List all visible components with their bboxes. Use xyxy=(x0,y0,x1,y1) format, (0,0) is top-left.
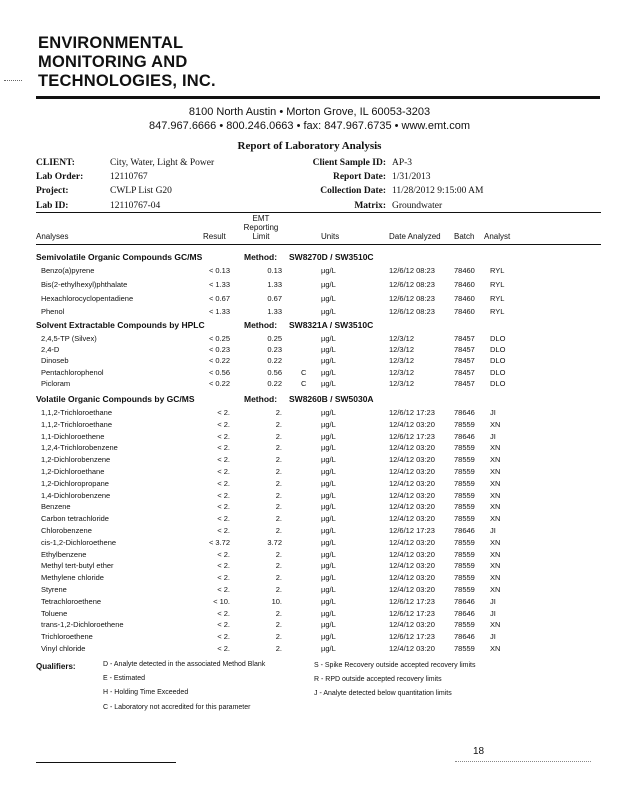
cell-batch: 78457 xyxy=(454,367,475,377)
cell-result: < 2. xyxy=(217,585,230,594)
cell-analyte: Picloram xyxy=(41,378,71,388)
cell-analyst: XN xyxy=(490,561,501,571)
cell-date-analyzed: 12/4/12 03:20 xyxy=(389,514,435,524)
cell-batch: 78457 xyxy=(454,334,475,343)
cell-batch: 78460 xyxy=(454,293,475,303)
cell-result: < 2. xyxy=(217,526,230,535)
cell-analyte: Styrene xyxy=(41,585,67,594)
group-method: SW8270D / SW3510C xyxy=(289,252,374,262)
client-sample-id-value: AP-3 xyxy=(392,158,413,168)
cell-date-analyzed: 12/3/12 xyxy=(389,367,415,377)
cell-date-analyzed: 12/6/12 17:23 xyxy=(389,632,435,642)
cell-batch: 78559 xyxy=(454,620,475,630)
cell-analyte: Dinoseb xyxy=(41,356,69,366)
cell-qualifier: C xyxy=(301,367,307,377)
cell-result: < 0.22 xyxy=(208,356,230,366)
cell-result: < 2. xyxy=(217,632,230,642)
group-title: Solvent Extractable Compounds by HPLC xyxy=(36,320,205,330)
project-value: CWLP List G20 xyxy=(110,186,172,196)
cell-units: µg/L xyxy=(321,419,336,429)
cell-date-analyzed: 12/4/12 03:20 xyxy=(389,478,435,488)
cell-units: µg/L xyxy=(321,356,336,366)
cell-analyst: XN xyxy=(490,455,501,465)
cell-units: µg/L xyxy=(321,620,336,630)
cell-result: < 2. xyxy=(217,514,230,524)
cell-units: µg/L xyxy=(321,455,336,465)
cell-date-analyzed: 12/4/12 03:20 xyxy=(389,467,435,476)
cell-analyte: 1,1,2-Trichloroethane xyxy=(41,419,113,429)
cell-units: µg/L xyxy=(321,431,336,441)
company-name-line-1: ENVIRONMENTAL xyxy=(38,34,184,52)
cell-result: < 2. xyxy=(217,644,230,653)
cell-limit: 0.13 xyxy=(267,266,282,275)
collection-date-value: 11/28/2012 9:15:00 AM xyxy=(392,186,484,196)
client-value: City, Water, Light & Power xyxy=(110,158,215,168)
cell-analyst: RYL xyxy=(490,279,505,289)
col-units: Units xyxy=(321,232,340,241)
cell-analyst: XN xyxy=(490,443,501,453)
cell-date-analyzed: 12/3/12 xyxy=(389,378,415,388)
cell-limit: 2. xyxy=(275,632,282,642)
project-label: Project: xyxy=(36,186,69,196)
cell-date-analyzed: 12/6/12 17:23 xyxy=(389,596,435,606)
cell-analyte: Hexachlorocyclopentadiene xyxy=(41,293,134,303)
company-name xyxy=(38,34,216,91)
matrix-label: Matrix: xyxy=(354,201,386,211)
cell-date-analyzed: 12/6/12 08:23 xyxy=(389,266,435,275)
cell-limit: 2. xyxy=(275,478,282,488)
lab-order-label: Lab Order: xyxy=(36,172,84,182)
cell-result: < 0.25 xyxy=(208,334,230,343)
cell-analyst: XN xyxy=(490,537,501,547)
cell-analyst: DLO xyxy=(490,334,506,343)
cell-date-analyzed: 12/4/12 03:20 xyxy=(389,502,435,512)
cell-limit: 2. xyxy=(275,585,282,594)
cell-units: µg/L xyxy=(321,549,336,559)
cell-units: µg/L xyxy=(321,378,336,388)
cell-batch: 78457 xyxy=(454,345,475,355)
cell-result: < 0.23 xyxy=(208,345,230,355)
cell-units: µg/L xyxy=(321,293,336,303)
collection-date-label: Collection Date: xyxy=(320,186,386,196)
cell-limit: 2. xyxy=(275,549,282,559)
cell-analyst: RYL xyxy=(490,307,505,317)
header-divider xyxy=(36,212,601,213)
cell-analyst: DLO xyxy=(490,378,506,388)
cell-analyte: 1,2-Dichlorobenzene xyxy=(41,455,111,465)
qualifier-r: R - RPD outside accepted recovery limits xyxy=(314,676,442,683)
company-name-line-2: MONITORING AND xyxy=(38,53,188,71)
col-date-analyzed: Date Analyzed xyxy=(389,232,441,241)
cell-limit: 2. xyxy=(275,419,282,429)
cell-result: < 2. xyxy=(217,455,230,465)
cell-result: < 0.67 xyxy=(208,293,230,303)
cell-analyte: Trichloroethene xyxy=(41,632,93,642)
cell-limit: 2. xyxy=(275,455,282,465)
cell-date-analyzed: 12/3/12 xyxy=(389,334,415,343)
cell-batch: 78559 xyxy=(454,644,475,653)
cell-units: µg/L xyxy=(321,408,336,417)
cell-batch: 78559 xyxy=(454,537,475,547)
cell-analyst: JI xyxy=(490,632,496,642)
cell-analyst: RYL xyxy=(490,293,505,303)
cell-date-analyzed: 12/4/12 03:20 xyxy=(389,455,435,465)
cell-limit: 0.67 xyxy=(267,293,282,303)
cell-date-analyzed: 12/3/12 xyxy=(389,345,415,355)
cell-units: µg/L xyxy=(321,502,336,512)
company-name-line-3: TECHNOLOGIES, INC. xyxy=(38,72,216,90)
cell-analyst: XN xyxy=(490,620,501,630)
cell-result: < 2. xyxy=(217,478,230,488)
lab-order-value: 12110767 xyxy=(110,172,148,182)
cell-analyst: JI xyxy=(490,431,496,441)
footer-rule xyxy=(36,762,176,763)
cell-units: µg/L xyxy=(321,367,336,377)
cell-analyst: RYL xyxy=(490,266,505,275)
group-title: Semivolatile Organic Compounds GC/MS xyxy=(36,252,203,262)
cell-result: < 10. xyxy=(213,596,230,606)
group-method: SW8260B / SW5030A xyxy=(289,394,374,404)
cell-units: µg/L xyxy=(321,307,336,317)
cell-units: µg/L xyxy=(321,490,336,500)
cell-units: µg/L xyxy=(321,585,336,594)
cell-batch: 78559 xyxy=(454,455,475,465)
cell-limit: 2. xyxy=(275,561,282,571)
cell-batch: 78460 xyxy=(454,279,475,289)
cell-analyte: Methyl tert-butyl ether xyxy=(41,561,114,571)
cell-result: < 1.33 xyxy=(208,279,230,289)
cell-units: µg/L xyxy=(321,596,336,606)
cell-limit: 0.25 xyxy=(267,334,282,343)
cell-analyte: Ethylbenzene xyxy=(41,549,87,559)
cell-units: µg/L xyxy=(321,561,336,571)
cell-analyte: Pentachlorophenol xyxy=(41,367,104,377)
col-result: Result xyxy=(203,232,226,241)
cell-date-analyzed: 12/4/12 03:20 xyxy=(389,644,435,653)
cell-units: µg/L xyxy=(321,632,336,642)
cell-units: µg/L xyxy=(321,573,336,583)
cell-units: µg/L xyxy=(321,443,336,453)
cell-result: < 3.72 xyxy=(208,537,230,547)
qualifier-j: J - Analyte detected below quantitation limits xyxy=(314,690,452,697)
col-reporting: Reporting xyxy=(243,223,279,232)
cell-batch: 78646 xyxy=(454,526,475,535)
cell-analyte: 1,1-Dichloroethene xyxy=(41,431,105,441)
cell-result: < 2. xyxy=(217,490,230,500)
cell-date-analyzed: 12/4/12 03:20 xyxy=(389,573,435,583)
cell-analyte: cis-1,2-Dichloroethene xyxy=(41,537,117,547)
group-title: Volatile Organic Compounds by GC/MS xyxy=(36,394,195,404)
cell-analyte: Phenol xyxy=(41,307,65,317)
cell-analyte: Vinyl chloride xyxy=(41,644,86,653)
cell-analyst: JI xyxy=(490,408,496,417)
group-method: SW8321A / SW3510C xyxy=(289,320,374,330)
cell-limit: 0.56 xyxy=(267,367,282,377)
cell-analyst: JI xyxy=(490,596,496,606)
report-title: Report of Laboratory Analysis xyxy=(237,140,382,152)
cell-analyst: XN xyxy=(490,514,501,524)
cell-analyst: XN xyxy=(490,585,501,594)
col-batch: Batch xyxy=(454,232,475,241)
cell-analyte: 2,4,5-TP (Silvex) xyxy=(41,334,97,343)
cell-analyte: Chlorobenzene xyxy=(41,526,92,535)
footer-dots xyxy=(455,761,591,763)
cell-result: < 2. xyxy=(217,443,230,453)
cell-result: < 2. xyxy=(217,408,230,417)
cell-date-analyzed: 12/6/12 17:23 xyxy=(389,431,435,441)
cell-units: µg/L xyxy=(321,537,336,547)
cell-batch: 78559 xyxy=(454,443,475,453)
cell-result: < 2. xyxy=(217,620,230,630)
cell-date-analyzed: 12/4/12 03:20 xyxy=(389,419,435,429)
cell-batch: 78559 xyxy=(454,419,475,429)
cell-date-analyzed: 12/4/12 03:20 xyxy=(389,561,435,571)
cell-units: µg/L xyxy=(321,334,336,343)
cell-qualifier: C xyxy=(301,378,307,388)
cell-result: < 2. xyxy=(217,419,230,429)
cell-limit: 2. xyxy=(275,502,282,512)
qualifier-c: C - Laboratory not accredited for this parameter xyxy=(103,704,251,711)
lab-id-label: Lab ID: xyxy=(36,201,69,211)
cell-analyst: DLO xyxy=(490,367,506,377)
cell-limit: 2. xyxy=(275,514,282,524)
qualifier-h: H - Holding Time Exceeded xyxy=(103,689,189,696)
cell-result: < 1.33 xyxy=(208,307,230,317)
col-analyses: Analyses xyxy=(36,232,69,241)
cell-date-analyzed: 12/6/12 08:23 xyxy=(389,293,435,303)
cell-limit: 2. xyxy=(275,490,282,500)
cell-batch: 78460 xyxy=(454,266,475,275)
lab-id-value: 12110767-04 xyxy=(110,201,161,211)
cell-result: < 0.56 xyxy=(208,367,230,377)
group-method-label: Method: xyxy=(244,394,278,404)
cell-analyte: Bis(2-ethylhexyl)phthalate xyxy=(41,279,128,289)
cell-batch: 78646 xyxy=(454,408,475,417)
cell-analyst: JI xyxy=(490,608,496,618)
cell-date-analyzed: 12/4/12 03:20 xyxy=(389,490,435,500)
cell-result: < 2. xyxy=(217,431,230,441)
scan-mark xyxy=(4,80,22,82)
cell-analyte: 1,1,2-Trichloroethane xyxy=(41,408,113,417)
cell-analyte: Benzene xyxy=(41,502,71,512)
cell-limit: 0.22 xyxy=(267,356,282,366)
cell-date-analyzed: 12/6/12 08:23 xyxy=(389,279,435,289)
cell-limit: 2. xyxy=(275,408,282,417)
cell-units: µg/L xyxy=(321,644,336,653)
page-number: 18 xyxy=(473,746,485,757)
report-date-label: Report Date: xyxy=(332,172,386,182)
qualifier-d: D - Analyte detected in the associated Method Blank xyxy=(103,661,266,668)
cell-batch: 78646 xyxy=(454,632,475,642)
cell-date-analyzed: 12/3/12 xyxy=(389,356,415,366)
cell-limit: 2. xyxy=(275,608,282,618)
cell-limit: 2. xyxy=(275,431,282,441)
cell-analyst: XN xyxy=(490,644,501,653)
cell-limit: 1.33 xyxy=(267,307,282,317)
col-emt: EMT xyxy=(252,214,270,223)
cell-limit: 2. xyxy=(275,620,282,630)
cell-date-analyzed: 12/6/12 08:23 xyxy=(389,307,435,317)
matrix-value: Groundwater xyxy=(392,201,443,211)
cell-analyte: Tetrachloroethene xyxy=(41,596,102,606)
cell-result: < 2. xyxy=(217,502,230,512)
cell-batch: 78457 xyxy=(454,356,475,366)
cell-batch: 78559 xyxy=(454,514,475,524)
cell-result: < 2. xyxy=(217,573,230,583)
cell-analyte: Methylene chloride xyxy=(41,573,104,583)
header-rule xyxy=(36,96,600,99)
cell-batch: 78559 xyxy=(454,561,475,571)
cell-date-analyzed: 12/6/12 17:23 xyxy=(389,408,435,417)
cell-batch: 78646 xyxy=(454,431,475,441)
company-address: 8100 North Austin • Morton Grove, IL 60053-3203 xyxy=(188,106,431,118)
cell-batch: 78559 xyxy=(454,502,475,512)
col-limit: Limit xyxy=(252,232,270,241)
cell-analyte: Carbon tetrachloride xyxy=(41,514,109,524)
cell-limit: 2. xyxy=(275,573,282,583)
cell-date-analyzed: 12/4/12 03:20 xyxy=(389,443,435,453)
group-method-label: Method: xyxy=(244,252,278,262)
cell-batch: 78646 xyxy=(454,608,475,618)
cell-units: µg/L xyxy=(321,467,336,476)
col-reporting-limit xyxy=(237,214,285,241)
qualifier-s: S - Spike Recovery outside accepted recovery limits xyxy=(314,662,476,669)
cell-analyst: DLO xyxy=(490,345,506,355)
cell-analyst: XN xyxy=(490,549,501,559)
cell-analyte: trans-1,2-Dichloroethene xyxy=(41,620,124,630)
cell-limit: 0.23 xyxy=(267,345,282,355)
cell-analyst: XN xyxy=(490,502,501,512)
cell-analyte: 1,2-Dichloroethane xyxy=(41,467,105,476)
cell-analyte: 1,2,4-Trichlorobenzene xyxy=(41,443,118,453)
col-analyst: Analyst xyxy=(484,232,511,241)
cell-units: µg/L xyxy=(321,514,336,524)
qualifiers-label: Qualifiers: xyxy=(36,662,76,671)
cell-batch: 78559 xyxy=(454,585,475,594)
cell-date-analyzed: 12/6/12 17:23 xyxy=(389,526,435,535)
client-sample-id-label: Client Sample ID: xyxy=(312,158,386,168)
cell-analyte: 1,4-Dichlorobenzene xyxy=(41,490,111,500)
cell-analyst: XN xyxy=(490,478,501,488)
cell-batch: 78559 xyxy=(454,573,475,583)
cell-units: µg/L xyxy=(321,345,336,355)
client-label: CLIENT: xyxy=(36,158,75,168)
cell-limit: 1.33 xyxy=(267,279,282,289)
cell-analyte: Benzo(a)pyrene xyxy=(41,266,95,275)
cell-batch: 78457 xyxy=(454,378,475,388)
cell-analyte: 1,2-Dichloropropane xyxy=(41,478,109,488)
cell-batch: 78559 xyxy=(454,467,475,476)
cell-units: µg/L xyxy=(321,478,336,488)
cell-result: < 2. xyxy=(217,608,230,618)
cell-limit: 2. xyxy=(275,443,282,453)
qualifier-e: E - Estimated xyxy=(103,675,146,682)
cell-units: µg/L xyxy=(321,608,336,618)
cell-date-analyzed: 12/4/12 03:20 xyxy=(389,620,435,630)
cell-result: < 2. xyxy=(217,549,230,559)
cell-date-analyzed: 12/4/12 03:20 xyxy=(389,537,435,547)
cell-limit: 2. xyxy=(275,467,282,476)
cell-batch: 78559 xyxy=(454,478,475,488)
cell-result: < 0.13 xyxy=(208,266,230,275)
cell-units: µg/L xyxy=(321,279,336,289)
cell-date-analyzed: 12/6/12 17:23 xyxy=(389,608,435,618)
report-date-value: 1/31/2013 xyxy=(392,172,431,182)
cell-units: µg/L xyxy=(321,526,336,535)
group-method-label: Method: xyxy=(244,320,278,330)
cell-analyst: XN xyxy=(490,490,501,500)
column-header-rule xyxy=(36,244,601,245)
cell-batch: 78460 xyxy=(454,307,475,317)
cell-result: < 2. xyxy=(217,561,230,571)
cell-analyst: DLO xyxy=(490,356,506,366)
cell-batch: 78559 xyxy=(454,490,475,500)
cell-batch: 78646 xyxy=(454,596,475,606)
cell-date-analyzed: 12/4/12 03:20 xyxy=(389,585,435,594)
cell-date-analyzed: 12/4/12 03:20 xyxy=(389,549,435,559)
cell-analyst: XN xyxy=(490,419,501,429)
cell-result: < 0.22 xyxy=(208,378,230,388)
cell-units: µg/L xyxy=(321,266,336,275)
cell-limit: 10. xyxy=(271,596,282,606)
company-contact: 847.967.6666 • 800.246.0663 • fax: 847.967.6735 • www.emt.com xyxy=(149,120,470,132)
cell-limit: 3.72 xyxy=(267,537,282,547)
cell-analyst: XN xyxy=(490,467,501,476)
cell-limit: 2. xyxy=(275,644,282,653)
cell-analyst: XN xyxy=(490,573,501,583)
cell-analyst: JI xyxy=(490,526,496,535)
cell-limit: 2. xyxy=(275,526,282,535)
cell-limit: 0.22 xyxy=(267,378,282,388)
cell-analyte: 2,4-D xyxy=(41,345,60,355)
cell-batch: 78559 xyxy=(454,549,475,559)
cell-analyte: Toluene xyxy=(41,608,68,618)
cell-result: < 2. xyxy=(217,467,230,476)
